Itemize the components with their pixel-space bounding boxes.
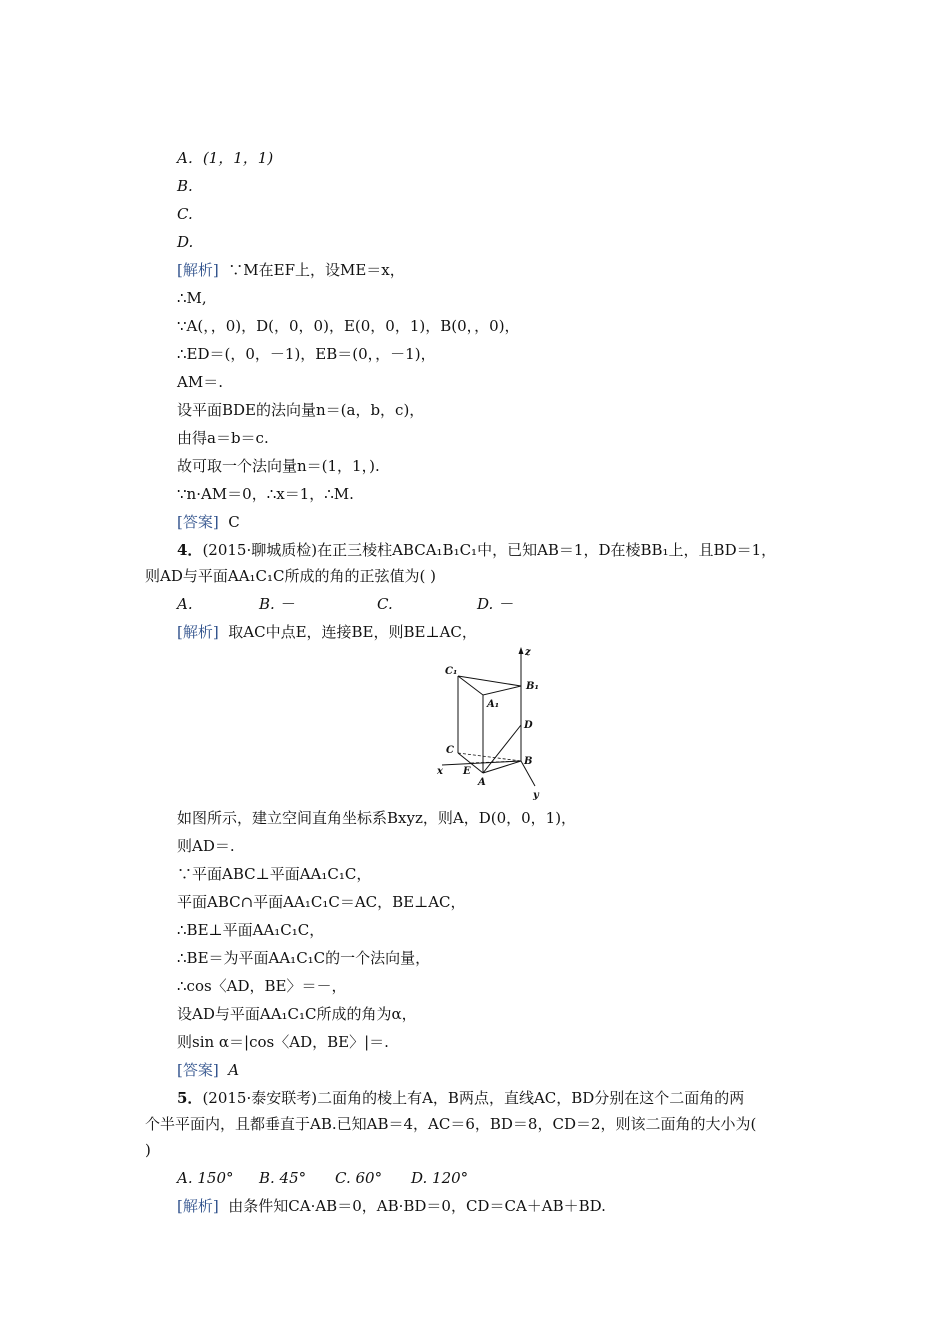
q3-line: 由得a＝b＝c. [177,429,269,447]
q4-analysis-line [177,622,477,642]
q4-stem-text1: (2015·聊城质检)在正三棱柱ABCA₁B₁C₁中，已知AB＝1，D在棱BB₁上，且BD＝1， [202,541,777,559]
q4-options [177,594,513,614]
q4-line: ∴BE⊥平面AA₁C₁C， [177,921,325,939]
q3-line: ∴M, [177,289,207,307]
q3-line: ∵n·AM＝0，∴x＝1，∴M. [177,485,354,503]
q5-stem-line3: ) [145,1141,151,1159]
label-c: C [446,745,454,756]
label-z: z [525,647,531,658]
q5-stem-line2: 个半平面内，且都垂直于AB.已知AB＝4，AC＝6，BD＝8，CD＝2，则该二面角的大小为( [145,1115,757,1133]
label-y: y [533,790,539,801]
q3-line: 故可取一个法向量n＝(1，1，). [177,457,380,475]
analysis-tag: [解析] [177,623,219,641]
analysis-tag: [解析] [177,1197,219,1215]
q4-line: 则AD＝. [177,837,235,855]
label-c1: C₁ [445,666,458,677]
label-e: E [463,766,471,777]
q5-option-a: A. 150° [177,1169,234,1187]
segment-ad [483,725,521,773]
edge-cb-dashed [458,753,521,761]
q4-line: ∴cos〈AD，BE〉＝－， [177,977,347,995]
answer-tag: [答案] [177,513,219,531]
q5-stem-text1: (2015·泰安联考)二面角的棱上有A，B两点，直线AC，BD分别在这个二面角的两 [202,1089,745,1107]
q3-option-b: B. [177,177,193,195]
q4-line: 则sin α＝|cos〈AD，BE〉|＝. [177,1033,389,1051]
q3-option-d: D. [177,233,194,251]
q4-line: 平面ABC∩平面AA₁C₁C＝AC，BE⊥AC， [177,893,466,911]
q4-option-d: D. － [477,595,514,613]
q5-number: 5． [177,1089,203,1107]
q3-line: 设平面BDE的法向量n＝(a，b，c)， [177,401,425,419]
label-a1: A₁ [487,699,500,710]
top-face [458,676,521,695]
q3-option-a: A．(1，1，1) [177,149,274,167]
prism-figure [434,643,554,803]
q4-line: 设AD与平面AA₁C₁C所成的角为α， [177,1005,417,1023]
q3-option-c: C. [177,205,193,223]
q5-analysis-text: 由条件知CA·AB＝0，AB·BD＝0，CD＝CA＋AB＋BD. [228,1197,606,1215]
q3-line: AM＝. [177,373,223,391]
q4-option-c: C. [377,595,393,613]
q3-line: ∴ED＝(，0，－1)，EB＝(0，，－1)， [177,345,436,363]
q4-option-a: A. [177,595,193,613]
q4-answer-line [177,1060,239,1080]
q5-stem-line1 [177,1088,744,1108]
q3-line: ∵A(，，0)，D(，0，0)，E(0，0，1)，B(0，，0)， [177,317,520,335]
label-b1: B₁ [526,681,539,692]
answer-tag: [答案] [177,1061,219,1079]
q5-options [177,1168,468,1188]
q5-analysis-line [177,1196,606,1216]
q3-analysis-line [177,260,405,280]
q3-answer: C [228,513,240,531]
q4-line: ∵平面ABC⊥平面AA₁C₁C， [177,865,372,883]
label-b: B [524,756,533,767]
q3-answer-line [177,512,240,532]
q4-analysis-text: 取AC中点E，连接BE，则BE⊥AC， [228,623,477,641]
q4-line: 如图所示，建立空间直角坐标系Bxyz，则A，D(0，0，1)， [177,809,577,827]
label-d: D [524,720,533,731]
q5-option-b: B. 45° [259,1169,307,1187]
z-axis-arrow [519,647,524,654]
q4-number: 4． [177,541,203,559]
q4-line: ∴BE＝为平面AA₁C₁C的一个法向量， [177,949,431,967]
q4-option-b: B. － [259,595,295,613]
q5-option-d: D. 120° [411,1169,469,1187]
q3-analysis-text: ∵M在EF上，设ME＝x， [228,261,405,279]
label-x: x [437,766,443,777]
q5-option-c: C. 60° [335,1169,383,1187]
analysis-tag: [解析] [177,261,219,279]
q4-stem-line2: 则AD与平面AA₁C₁C所成的角的正弦值为( ) [145,567,436,585]
label-a: A [478,777,486,788]
q4-answer: A [228,1061,240,1079]
q4-stem-line1 [177,540,776,560]
